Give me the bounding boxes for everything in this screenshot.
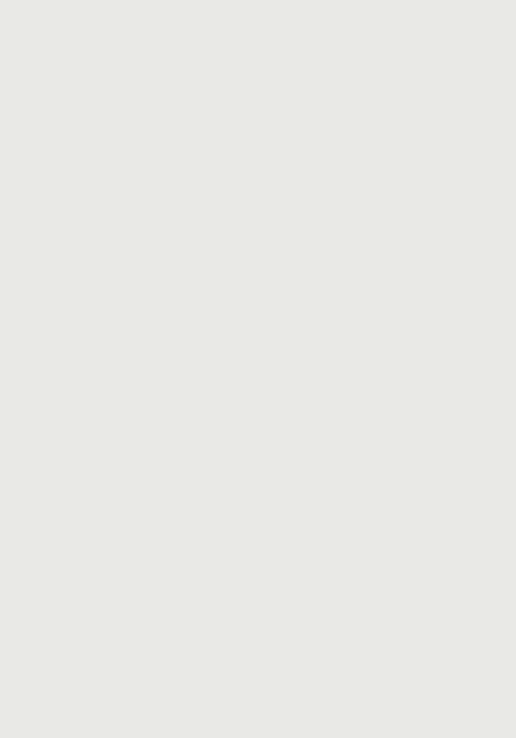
review-column-middle bbox=[20, 270, 496, 474]
review-column-bottom bbox=[20, 494, 496, 704]
review-column-top bbox=[20, 40, 496, 280]
